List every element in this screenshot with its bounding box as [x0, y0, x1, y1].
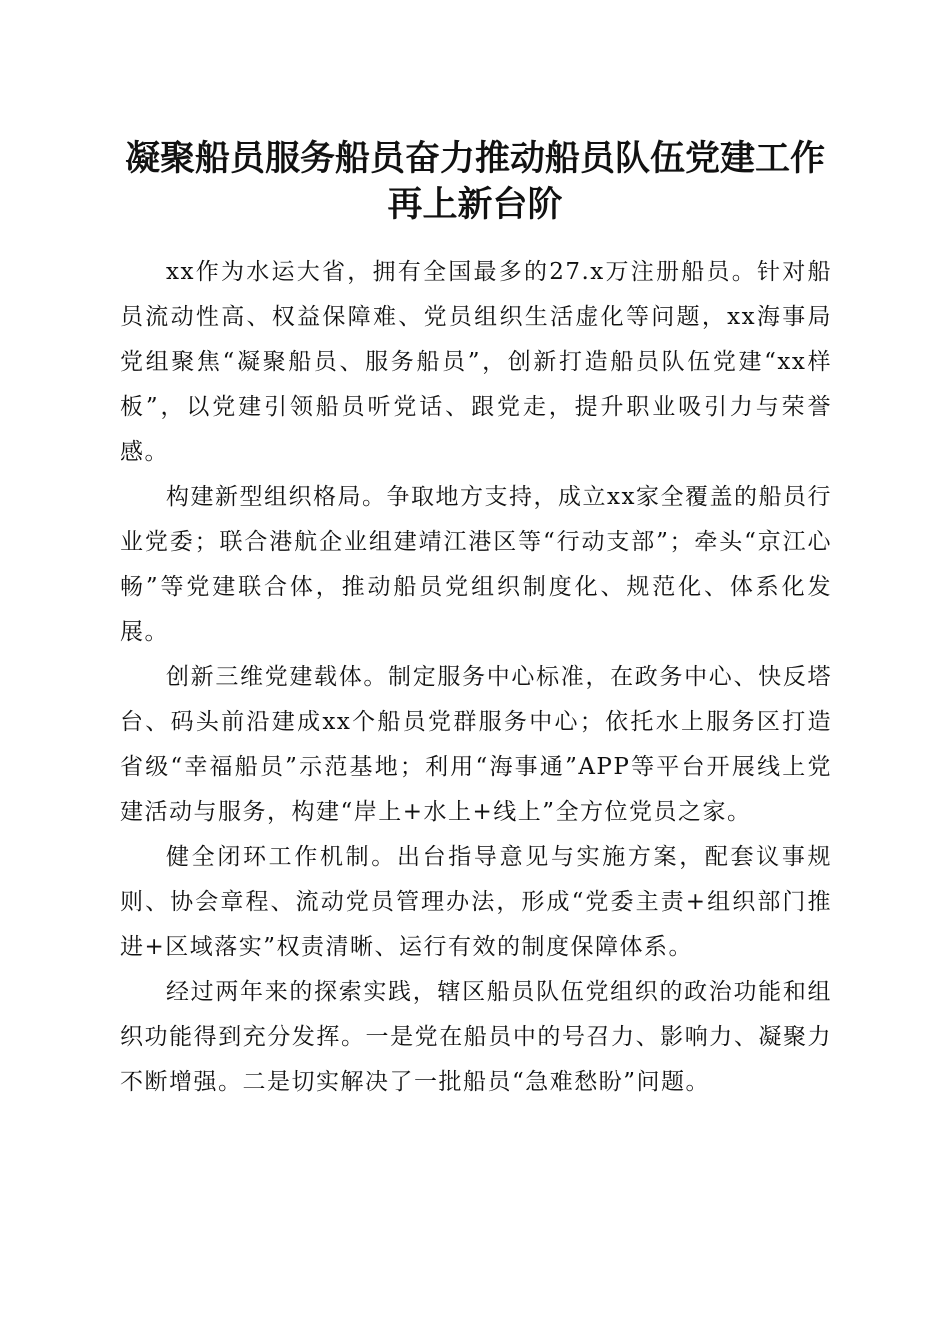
paragraph-results: 经过两年来的探索实践，辖区船员队伍党组织的政治功能和组织功能得到充分发挥。一是党在船员中的号召力、影响力、凝聚力不断增强。二是切实解决了一批船员“急难愁盼”问题。: [120, 979, 832, 1095]
paragraph-carriers: 创新三维党建载体。制定服务中心标准，在政务中心、快反塔台、码头前沿建成xx个船员党群服务中心；依托水上服务区打造省级“幸福船员”示范基地；利用“海事通”APP等平台开展线上党建活动与服务，构建“岸上+水上+线上”全方位党员之家。: [120, 664, 832, 825]
paragraph-mechanism: 健全闭环工作机制。出台指导意见与实施方案，配套议事规则、协会章程、流动党员管理办法，形成“党委主责+组织部门推进+区域落实”权责清晰、运行有效的制度保障体系。: [120, 844, 832, 960]
document-title-line-1: 凝聚船员服务船员奋力推动船员队伍党建工作: [124, 139, 825, 179]
paragraph-intro: xx作为水运大省，拥有全国最多的27.x万注册船员。针对船员流动性高、权益保障难、党员组织生活虚化等问题，xx海事局党组聚焦“凝聚船员、服务船员”，创新打造船员队伍党建“xx样板”，以党建引领船员听党话、跟党走，提升职业吸引力与荣誉感。: [120, 259, 832, 465]
document-body: [120, 250, 832, 1105]
paragraph-organization: 构建新型组织格局。争取地方支持，成立xx家全覆盖的船员行业党委；联合港航企业组建靖江港区等“行动支部”；牵头“京江心畅”等党建联合体，推动船员党组织制度化、规范化、体系化发展。: [120, 484, 832, 645]
document-title-line-2: 再上新台阶: [387, 185, 563, 225]
